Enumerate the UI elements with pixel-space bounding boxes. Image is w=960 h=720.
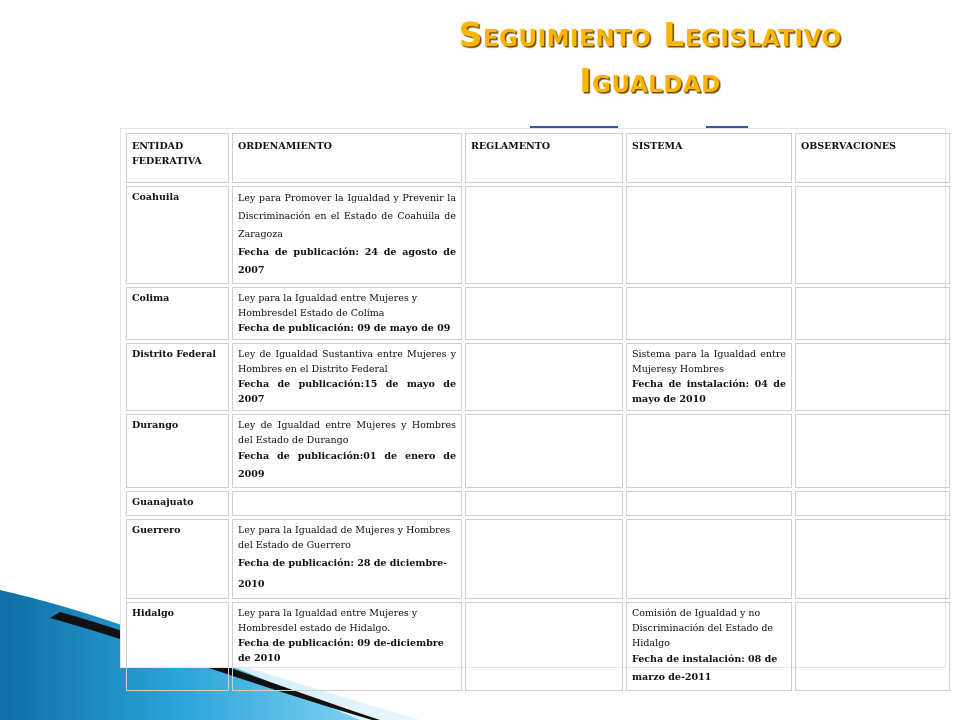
table-row bbox=[126, 602, 950, 691]
table-row bbox=[126, 491, 950, 516]
cell-observaciones bbox=[795, 343, 950, 411]
cell-ordenamiento bbox=[232, 491, 462, 516]
ordenamiento-fecha: Fecha de publicación:01 de enero de 2009 bbox=[238, 451, 456, 480]
cell-observaciones bbox=[795, 602, 950, 691]
table-row bbox=[126, 287, 950, 340]
legislative-table-container bbox=[120, 128, 946, 683]
column-header-sistema: SISTEMA bbox=[626, 133, 792, 183]
cell-sistema bbox=[626, 186, 792, 284]
column-header-entidad: ENTIDAD FEDERATIVA bbox=[126, 133, 229, 183]
ordenamiento-text: Ley para la Igualdad de Mujeres y Hombres del Estado de Guerrero bbox=[238, 525, 451, 551]
cell-reglamento bbox=[465, 414, 623, 488]
ordenamiento-fecha: Fecha de publicación: 24 de agosto de 2007 bbox=[238, 247, 456, 276]
cell-entidad: Colima bbox=[126, 287, 229, 340]
cell-reglamento bbox=[465, 287, 623, 340]
table-row bbox=[126, 343, 950, 411]
header-row bbox=[126, 133, 950, 183]
ordenamiento-text: Ley para Promover la Igualdad y Prevenir la Discriminación en el Estado de Coahuila de Zaragoza bbox=[238, 193, 456, 240]
cell-observaciones bbox=[795, 287, 950, 340]
cell-observaciones bbox=[795, 491, 950, 516]
cell-ordenamiento bbox=[232, 414, 462, 488]
cell-sistema bbox=[626, 602, 792, 691]
cell-observaciones bbox=[795, 186, 950, 284]
cell-entidad: Durango bbox=[126, 414, 229, 488]
cell-reglamento bbox=[465, 519, 623, 599]
cell-observaciones bbox=[795, 519, 950, 599]
column-header-observaciones: OBSERVACIONES bbox=[795, 133, 950, 183]
cell-entidad: Hidalgo bbox=[126, 602, 229, 691]
column-header-ordenamiento: ORDENAMIENTO bbox=[232, 133, 462, 183]
ordenamiento-fecha: Fecha de publicación:15 de mayo de 2007 bbox=[238, 379, 456, 405]
cell-entidad: Guanajuato bbox=[126, 491, 229, 516]
table-row bbox=[126, 414, 950, 488]
cell-ordenamiento bbox=[232, 186, 462, 284]
ordenamiento-fecha: Fecha de publicación: 09 de mayo de 09 bbox=[238, 323, 451, 334]
cell-sistema bbox=[626, 519, 792, 599]
cell-reglamento bbox=[465, 186, 623, 284]
cell-sistema bbox=[626, 491, 792, 516]
ordenamiento-text: Ley para la Igualdad entre Mujeres y Hombresdel Estado de Colima bbox=[238, 293, 418, 319]
cell-observaciones bbox=[795, 414, 950, 488]
title-line-2: Igualdad bbox=[579, 61, 721, 100]
cell-sistema bbox=[626, 414, 792, 488]
column-header-reglamento: REGLAMENTO bbox=[465, 133, 623, 183]
cell-ordenamiento bbox=[232, 519, 462, 599]
ordenamiento-text: Ley para la Igualdad entre Mujeres y Hombresdel estado de Hidalgo. bbox=[238, 608, 418, 634]
sistema-text: Sistema para la Igualdad entre Mujeresy Hombres bbox=[632, 349, 786, 375]
cell-sistema bbox=[626, 287, 792, 340]
cell-ordenamiento bbox=[232, 287, 462, 340]
cell-entidad: Coahuila bbox=[126, 186, 229, 284]
ordenamiento-fecha: Fecha de publicación: 09 de-diciembre de 2010 bbox=[238, 638, 444, 664]
cell-reglamento bbox=[465, 602, 623, 691]
cell-sistema bbox=[626, 343, 792, 411]
sistema-fecha: Fecha de instalación: 08 de marzo de-2011 bbox=[632, 654, 778, 683]
ordenamiento-text: Ley de Igualdad Sustantiva entre Mujeres y Hombres en el Distrito Federal bbox=[238, 349, 456, 375]
page-title bbox=[300, 12, 960, 104]
cell-ordenamiento bbox=[232, 602, 462, 691]
cell-entidad: Guerrero bbox=[126, 519, 229, 599]
sistema-text: Comisión de Igualdad y no Discriminación del Estado de Hidalgo bbox=[632, 608, 774, 649]
cell-entidad: Distrito Federal bbox=[126, 343, 229, 411]
sistema-fecha: Fecha de instalación: 04 de mayo de 2010 bbox=[632, 379, 786, 405]
cell-reglamento bbox=[465, 491, 623, 516]
ordenamiento-text: Ley de Igualdad entre Mujeres y Hombres del Estado de Durango bbox=[238, 420, 456, 446]
title-line-1: Seguimiento Legislativo bbox=[458, 15, 842, 54]
ordenamiento-fecha: Fecha de publicación: 28 de diciembre-2010 bbox=[238, 558, 448, 590]
cell-reglamento bbox=[465, 343, 623, 411]
legislative-table bbox=[123, 130, 953, 694]
cell-ordenamiento bbox=[232, 343, 462, 411]
table-row bbox=[126, 186, 950, 284]
table-row bbox=[126, 519, 950, 599]
